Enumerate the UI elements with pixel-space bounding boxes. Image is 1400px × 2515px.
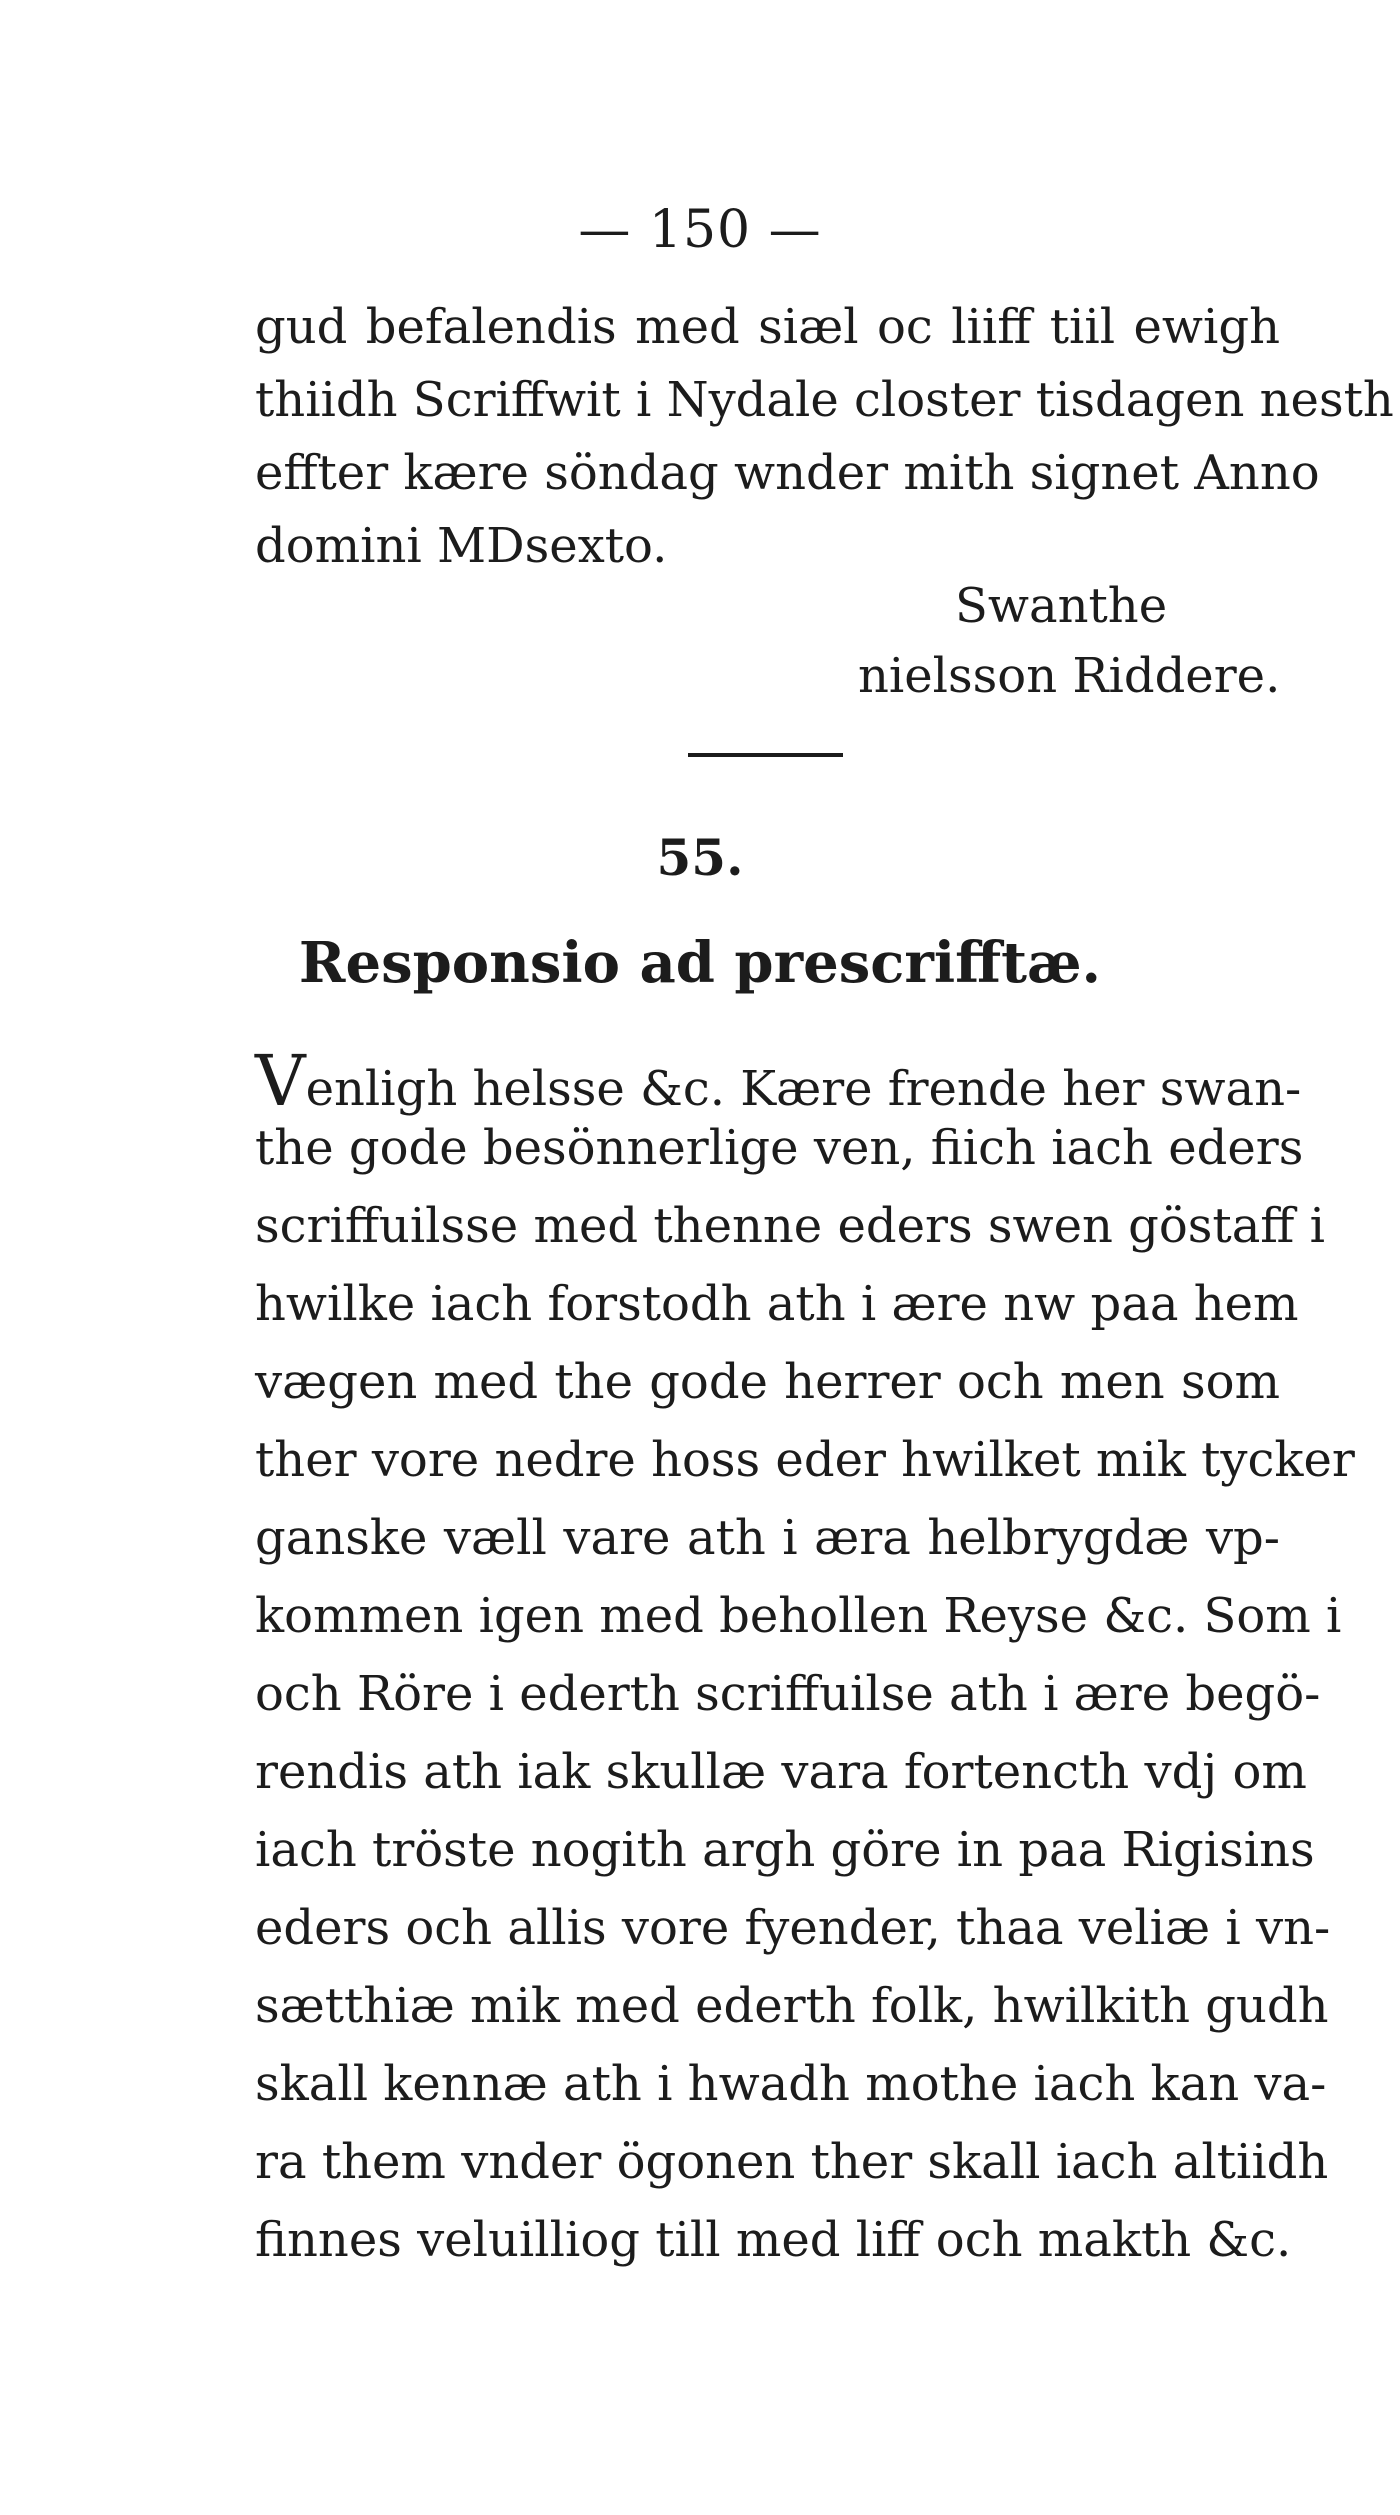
first-line-text: enligh helsse &c. Kære frende her swan- xyxy=(305,1061,1302,1117)
text-line: finnes veluilliog till med liff och makth &c. xyxy=(255,2212,1292,2268)
drop-cap: V xyxy=(255,1040,306,1122)
text-line: ganske væll vare ath i æra helbrygdæ vp- xyxy=(255,1510,1280,1566)
text-line: och Röre i ederth scriffuilse ath i ære begö- xyxy=(255,1666,1321,1722)
text-line: eders och allis vore fyender, thaa veliæ i vn- xyxy=(255,1900,1331,1956)
text-line: skall kennæ ath i hwadh mothe iach kan va- xyxy=(255,2056,1327,2112)
text-line: scriffuilsse med thenne eders swen göstaff i xyxy=(255,1198,1326,1254)
section-divider xyxy=(688,753,843,757)
text-line: gud befalendis med siæl oc liiff tiil ewigh xyxy=(255,299,1280,355)
text-line: kommen igen med behollen Reyse &c. Som i xyxy=(255,1588,1342,1644)
text-line: iach tröste nogith argh göre in paa Rigisins xyxy=(255,1822,1315,1878)
text-line: rendis ath iak skullæ vara fortencth vdj om xyxy=(255,1744,1307,1800)
letter-number: 55. xyxy=(656,828,744,887)
signature-line: Swanthe xyxy=(955,578,1168,634)
text-line: effter kære söndag wnder mith signet Anno xyxy=(255,445,1320,501)
page-number: — 150 — xyxy=(578,200,822,260)
text-line: hwilke iach forstodh ath i ære nw paa hem xyxy=(255,1276,1299,1332)
first-text-line xyxy=(255,1040,1302,1122)
text-line: vægen med the gode herrer och men som xyxy=(255,1354,1280,1410)
text-line: ra them vnder ögonen ther skall iach altiidh xyxy=(255,2134,1329,2190)
text-line: thiidh Scriffwit i Nydale closter tisdagen nesth xyxy=(255,372,1394,428)
text-line: the gode besönnerlige ven, fiich iach eders xyxy=(255,1120,1304,1176)
text-line: sætthiæ mik med ederth folk, hwilkith gudh xyxy=(255,1978,1329,2034)
letter-heading: Responsio ad prescrifftæ. xyxy=(298,930,1102,996)
text-line: ther vore nedre hoss eder hwilket mik tycker xyxy=(255,1432,1355,1488)
text-line: domini MDsexto. xyxy=(255,518,668,574)
signature-line: nielsson Riddere. xyxy=(858,648,1281,704)
